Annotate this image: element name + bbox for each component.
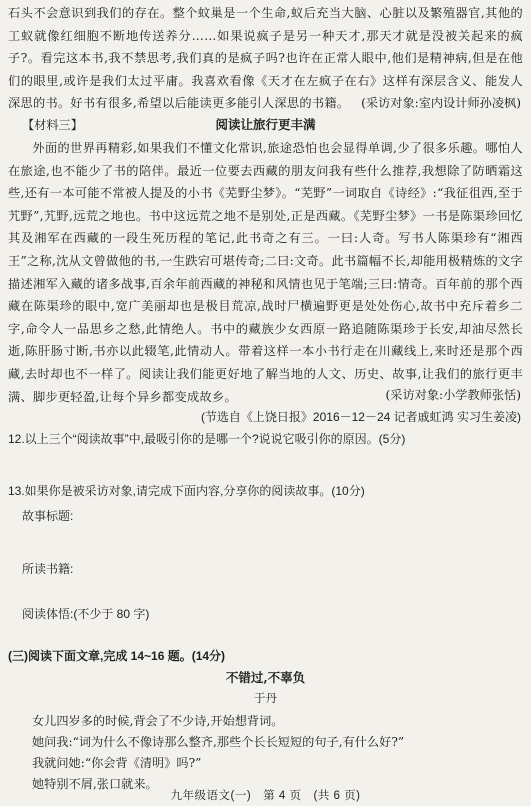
article-author: 于丹 [254, 691, 277, 705]
material3-title: 阅读让旅行更丰满 [215, 117, 316, 132]
question-12: 12.以上三个“阅读故事”中,最吸引你的是哪一个?说说它吸引你的原因。(5分) [8, 432, 406, 446]
page-footer: 九年级语文(一) 第 4 页 (共 6 页) [170, 790, 361, 802]
source-citation: (节选自《上饶日报》2016－12－24 记者戚虹鸿 实习生姜凌) [200, 410, 521, 424]
material2-text-end: 石头不会意识到我们的存在。整个蚊巢是一个生命,蚁后充当大脑、心脏以及繁殖器官,其他的工蚁就像红细胞不断地传送养分……如果说疯子是另一种天才,那天才就是没被关起来的疯子?。看完这本书,我不禁思考,我们真的是疯子吗?也许在正常人眼中,他们是精神病,但是在他们的眼里,或许是我们太过平庸。我喜欢看像《天才在左疯子在右》这样有深层含义、能发人深思的书。好书有很多,希望以后能读更多能引人深思的书籍。 [8, 6, 523, 111]
material3-tag: 【材料三】 [22, 118, 83, 132]
interviewee-1: (采访对象:室内设计师孙凌枫) [361, 96, 521, 110]
article-para-3: 我就问她:“你会背《清明》吗?” [32, 756, 202, 770]
book-label: 所读书籍: [22, 562, 74, 576]
article-title: 不错过,不辜负 [225, 670, 306, 685]
question-13: 13.如果你是被采访对象,请完成下面内容,分享你的阅读故事。(10分) [8, 484, 365, 498]
section-3-instruction: (三)阅读下面文章,完成 14~16 题。(14分) [8, 649, 226, 663]
article-para-1: 女儿四岁多的时候,背会了不少诗,开始想背词。 [32, 714, 284, 728]
feeling-label: 阅读体悟:(不少于 80 字) [22, 607, 150, 621]
article-para-2: 她问我:“词为什么不像诗那么整齐,那些个长长短短的句子,有什么好?” [32, 735, 405, 749]
article-para-4: 她特别不屑,张口就来。 [32, 777, 158, 791]
interviewee-2: (采访对象:小学教师张恬) [385, 388, 521, 402]
story-title-label: 故事标题: [22, 509, 74, 523]
material3-text: 外面的世界再精彩,如果我们不懂文化常识,旅途恐怕也会显得单调,少了很多乐趣。哪怕人在旅途,也不能少了书的陪伴。最近一位要去西藏的朋友问我有些什么推荐,我想除了防晒霜这些,还有一本可能不常被人提及的小书《芜野尘梦》。“芜野”一词取自《诗经》:“我征徂西,至于艽野”,艽野,远荒之地也。书中这远荒之地不是别处,正是西藏。《芜野尘梦》一书是陈渠珍回忆其及湘军在西藏的一段生死历程的笔记,此书奇之有三。一曰:人奇。写书人陈渠珍有“湘西王”之称,沈从文曾做他的书,一生跌宕可堪传奇;二曰:文奇。此书篇幅不长,却能用极精炼的文字描述湘军入藏的诸多战事,百余年前西藏的神秘和风情也见于笔端;三曰:情奇。百年前的那个西藏在陈渠珍的眼中,宽广美丽却也是极目荒凉,战时尸横遍野更是处处伤心,故书中充斥着乡二字,命令人一品思乡之愁,此情绝人。书中的藏族少女西原一路追随陈渠珍于长安,却油尽然长逝,陈肝肠寸断,书亦以此辍笔,此情动人。带着这样一本小书行走在川藏线上,来时还是那个西藏,去时却也不一样了。阅读让我们能更好地了解当地的人文、历史、故事,让我们的旅行更丰满、脚步更轻盈,让每个异乡都变成故乡。 [8, 141, 523, 404]
